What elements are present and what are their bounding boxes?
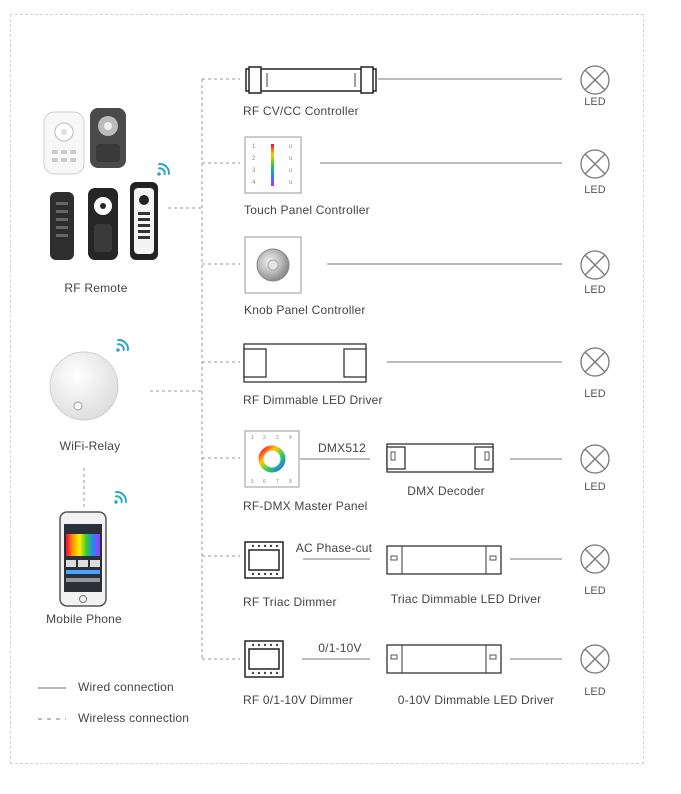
svg-text:3: 3 <box>276 435 279 441</box>
rf-dimmable-driver-label: RF Dimmable LED Driver <box>243 393 383 407</box>
led-label: LED <box>584 388 606 400</box>
rf-dimmable-driver-icon <box>243 343 367 383</box>
0-10v-link-label: 0/1-10V <box>318 641 362 655</box>
knob-panel-label: Knob Panel Controller <box>244 303 366 317</box>
rf-remote-group <box>38 106 178 266</box>
svg-text:2: 2 <box>252 156 256 162</box>
rf-cvcc-controller-label: RF CV/CC Controller <box>243 104 359 118</box>
rf-triac-dimmer-icon <box>243 540 285 580</box>
svg-text:o: o <box>289 180 293 186</box>
wifi-relay-icon <box>48 334 148 434</box>
svg-text:1: 1 <box>251 435 254 441</box>
mobile-phone-icon <box>56 486 146 610</box>
triac-driver-icon <box>386 544 502 576</box>
dmx512-link-label: DMX512 <box>318 441 366 455</box>
svg-text:6: 6 <box>263 479 266 485</box>
rf-0-10v-dimmer-icon <box>243 639 285 679</box>
remote-grey-knob-icon <box>90 108 126 168</box>
rf-remote-label: RF Remote <box>64 281 128 295</box>
legend-wired-label: Wired connection <box>78 680 174 694</box>
led-label: LED <box>584 481 606 493</box>
ac-phase-cut-link-label: AC Phase-cut <box>295 541 373 555</box>
knob-panel-icon <box>244 236 302 294</box>
led-lamp-icon <box>579 64 611 96</box>
led-label: LED <box>584 686 606 698</box>
led-lamp-icon <box>579 643 611 675</box>
svg-text:3: 3 <box>252 168 256 174</box>
rf-0-10v-dimmer-label: RF 0/1-10V Dimmer <box>243 693 354 707</box>
svg-text:4: 4 <box>252 180 256 186</box>
led-lamp-icon <box>579 249 611 281</box>
rf-cvcc-controller-icon <box>245 66 377 94</box>
dmx-decoder-label: DMX Decoder <box>407 484 485 498</box>
svg-text:2: 2 <box>263 435 266 441</box>
wifi-signal-icon <box>157 162 171 176</box>
svg-text:o: o <box>289 156 293 162</box>
0-10v-driver-icon <box>386 643 502 675</box>
remote-white-icon <box>44 112 84 174</box>
led-lamp-icon <box>579 346 611 378</box>
rf-dmx-master-panel-label: RF-DMX Master Panel <box>243 499 368 513</box>
led-label: LED <box>584 184 606 196</box>
touch-panel-label: Touch Panel Controller <box>244 203 370 217</box>
svg-text:1: 1 <box>252 144 256 150</box>
svg-text:o: o <box>289 168 293 174</box>
svg-text:7: 7 <box>276 479 279 485</box>
touch-panel-icon <box>244 136 302 194</box>
0-10v-driver-label: 0-10V Dimmable LED Driver <box>397 693 555 707</box>
led-lamp-icon <box>579 443 611 475</box>
wifi-relay-label: WiFi-Relay <box>59 439 121 453</box>
legend-wireless-label: Wireless connection <box>78 711 190 725</box>
svg-text:4: 4 <box>289 435 292 441</box>
remote-black-buttons-icon <box>130 182 158 260</box>
remote-black-slim-icon <box>50 192 74 260</box>
remote-black-knob-icon <box>88 188 118 260</box>
rf-dmx-master-panel-icon <box>244 430 300 488</box>
triac-driver-label: Triac Dimmable LED Driver <box>390 592 542 606</box>
svg-text:5: 5 <box>251 479 254 485</box>
rf-triac-dimmer-label: RF Triac Dimmer <box>243 595 337 609</box>
wifi-signal-icon <box>114 490 128 504</box>
mobile-phone-label: Mobile Phone <box>46 612 122 626</box>
wifi-signal-icon <box>116 338 130 352</box>
led-lamp-icon <box>579 543 611 575</box>
led-label: LED <box>584 585 606 597</box>
svg-text:o: o <box>289 144 293 150</box>
led-label: LED <box>584 96 606 108</box>
led-label: LED <box>584 284 606 296</box>
svg-text:8: 8 <box>289 479 292 485</box>
led-lamp-icon <box>579 148 611 180</box>
dmx-decoder-icon <box>386 443 494 473</box>
